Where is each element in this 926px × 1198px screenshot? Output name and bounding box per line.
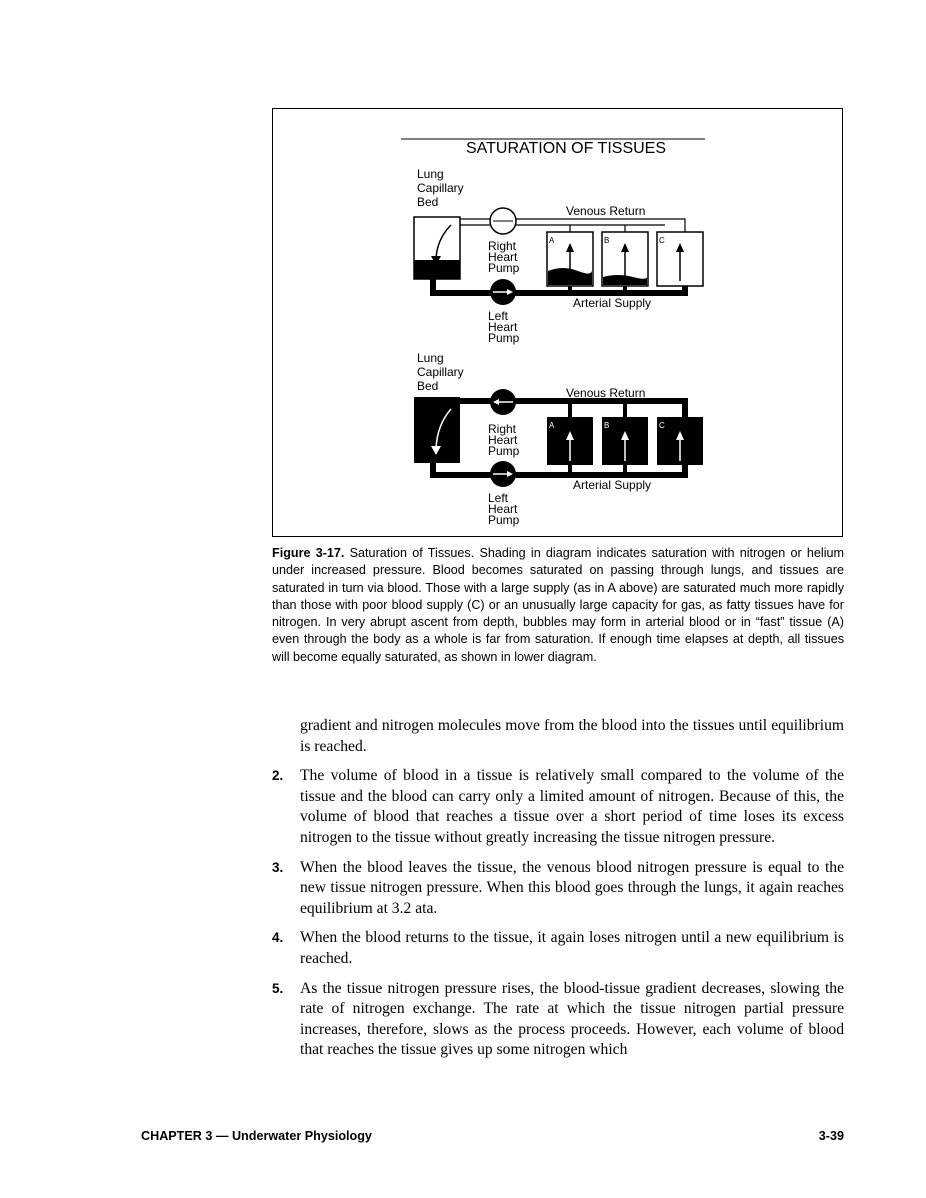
list-item-text: The volume of blood in a tissue is relatively small compared to the volume of the tissue and the blood can carry only a limited amount of nitrogen. Because of this, the volume of blood that reaches a tissue over a short period of time loses its excess nitrogen to the tissue without greatly increasing the tissue nitrogen pressure. — [300, 767, 844, 846]
lower-diagram — [414, 351, 703, 527]
figure-title: SATURATION OF TISSUES — [465, 140, 667, 157]
page-number: 3-39 — [818, 1129, 844, 1143]
upper-lung-label-2: Capillary — [417, 181, 464, 195]
upper-left-pump-3: Pump — [488, 331, 520, 345]
lower-lung-label-3: Bed — [417, 379, 439, 393]
figure-box — [272, 108, 843, 537]
upper-diagram — [414, 167, 703, 345]
figure-caption — [272, 545, 844, 666]
upper-lung-label-1: Lung — [417, 167, 444, 181]
lower-tissue-b-label: B — [604, 421, 610, 430]
list-item-text: As the tissue nitrogen pressure rises, the blood-tissue gradient decreases, slowing the rate of nitrogen exchange. The rate at which the tissue nitrogen partial pressure increases, therefore, slows as the process proceeds. However, each volume of blood that reaches the tissue gives up some nitrogen which — [300, 979, 844, 1059]
upper-right-pump-1: Right — [488, 239, 517, 253]
caption-text: Saturation of Tissues. Shading in diagram indicates saturation with nitrogen or helium under increased pressure. Blood becomes saturated on passing through lungs, and tissues are saturated in turn via blood. Those with a large supply (as in A above) are saturated much more rapidly than those with poor blood supply (C) or an unusually large capacity for gas, as fatty tissues have for nitrogen. In very abrupt ascent from depth, bubbles may form in arterial blood or in “fast” tissue (A) even through the body as a whole is far from saturation. If enough time elapses at depth, all tissues will become equally saturated, as shown in lower diagram. — [272, 546, 845, 664]
list-item — [272, 979, 844, 1061]
list-item-number: 5. — [272, 980, 284, 996]
continuation-text: gradient and nitrogen molecules move from the blood into the tissues until equilibrium is reached. — [300, 717, 844, 755]
upper-left-pump-2: Heart — [488, 320, 518, 334]
saturation-diagram — [273, 109, 844, 538]
upper-tissue-a-label: A — [549, 236, 555, 245]
lower-right-pump-3: Pump — [488, 444, 520, 458]
list-item-number: 2. — [272, 768, 284, 784]
list-item — [272, 928, 844, 969]
lower-left-pump-1: Left — [488, 491, 509, 505]
upper-left-pump-1: Left — [488, 309, 509, 323]
body-text — [272, 716, 844, 1070]
upper-tissue-c-label: C — [659, 236, 665, 245]
caption-label: Figure 3-17. — [272, 546, 345, 560]
lower-tissue-c-label: C — [659, 421, 665, 430]
list-item-text: When the blood returns to the tissue, it again loses nitrogen until a new equilibrium is reached. — [300, 929, 844, 967]
lower-right-pump-2: Heart — [488, 433, 518, 447]
list-item — [272, 858, 844, 920]
list-item-text: When the blood leaves the tissue, the venous blood nitrogen pressure is equal to the new tissue nitrogen pressure. When this blood goes through the lungs, it again reaches equilibrium at 3.2 ata. — [300, 858, 844, 917]
lower-left-pump-3: Pump — [488, 513, 520, 527]
list-item — [272, 766, 844, 848]
lower-lung-label-2: Capillary — [417, 365, 464, 379]
lower-right-pump-1: Right — [488, 422, 517, 436]
upper-venous-label: Venous Return — [566, 204, 646, 218]
chapter-title: CHAPTER 3 — Underwater Physiology — [141, 1129, 372, 1143]
list-item-number: 3. — [272, 859, 284, 875]
upper-lung-label-3: Bed — [417, 195, 439, 209]
list-item-number: 4. — [272, 930, 284, 946]
continuation-paragraph — [272, 716, 844, 757]
lower-tissue-a-label: A — [549, 421, 555, 430]
lower-left-pump-2: Heart — [488, 502, 518, 516]
lower-arterial-label: Arterial Supply — [573, 478, 652, 492]
lower-lung-label-1: Lung — [417, 351, 444, 365]
upper-right-pump-3: Pump — [488, 261, 520, 275]
lower-venous-label: Venous Return — [566, 386, 646, 400]
upper-right-pump-2: Heart — [488, 250, 518, 264]
upper-arterial-label: Arterial Supply — [573, 296, 652, 310]
upper-tissue-b-label: B — [604, 236, 610, 245]
